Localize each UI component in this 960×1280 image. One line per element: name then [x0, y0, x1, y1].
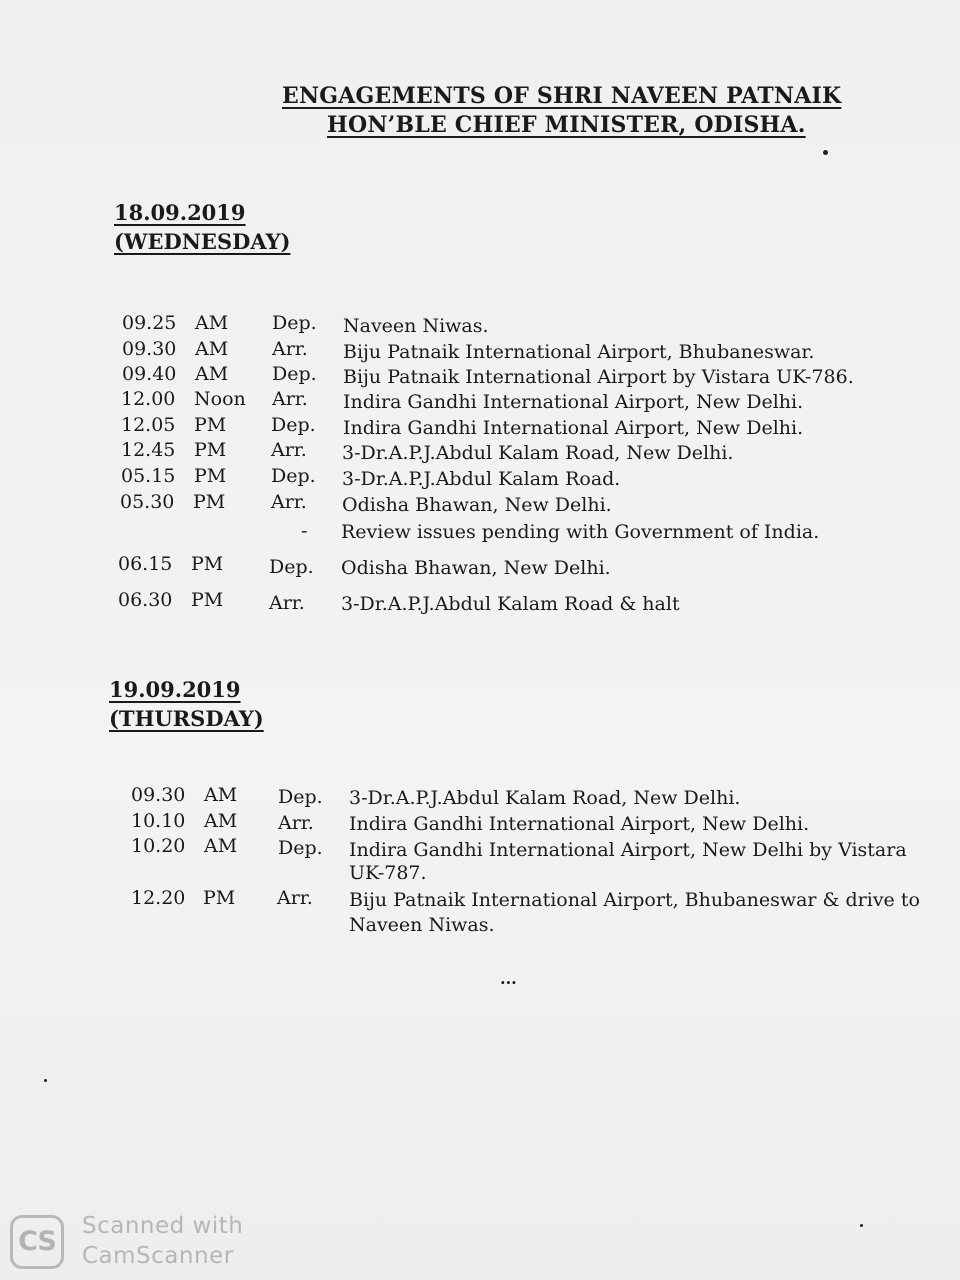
entry-time: 09.30	[122, 338, 177, 360]
entry-period: AM	[204, 835, 238, 857]
day-heading	[109, 675, 264, 733]
entry-place: Odisha Bhawan, New Delhi.	[342, 494, 612, 516]
entry-period: PM	[191, 553, 224, 575]
entry-dash: -	[301, 520, 308, 542]
entry-type: Dep.	[272, 363, 317, 385]
watermark-line1: Scanned with	[82, 1213, 244, 1239]
entry-time: 09.40	[122, 363, 177, 385]
entry-time: 12.45	[121, 439, 176, 461]
entry-period: PM	[194, 439, 227, 461]
entry-time: 06.15	[118, 553, 173, 575]
entry-type: Dep.	[278, 837, 323, 859]
entry-place: 3-Dr.A.P.J.Abdul Kalam Road, New Delhi.	[349, 787, 741, 809]
entry-period: AM	[195, 363, 229, 385]
entry-period: AM	[195, 312, 229, 334]
entry-time: 05.30	[120, 491, 175, 513]
entry-time: 05.15	[121, 465, 176, 487]
entry-type: Arr.	[277, 887, 313, 909]
camscanner-watermark	[10, 1213, 250, 1273]
entry-time: 12.05	[121, 414, 176, 436]
entry-place-continued: Naveen Niwas.	[349, 914, 495, 936]
stray-dot	[823, 150, 828, 155]
watermark-line2: CamScanner	[82, 1243, 234, 1269]
entry-period: AM	[195, 338, 229, 360]
entry-type: Arr.	[269, 592, 305, 614]
entry-time: 06.30	[118, 589, 173, 611]
stray-dot	[860, 1224, 863, 1227]
entry-place-continued: UK-787.	[349, 862, 427, 884]
camscanner-logo-icon: CS	[10, 1215, 64, 1269]
entry-time: 12.00	[121, 388, 176, 410]
day-date: 19.09.2019	[109, 677, 241, 702]
entry-period: PM	[203, 887, 236, 909]
day-date: 18.09.2019	[114, 200, 246, 225]
entry-place: Naveen Niwas.	[343, 315, 489, 337]
entry-time: 09.30	[131, 784, 186, 806]
day-heading	[114, 198, 291, 256]
entry-period: PM	[194, 465, 227, 487]
document-subtitle: HON’BLE CHIEF MINISTER, ODISHA.	[327, 112, 806, 138]
entry-place: Biju Patnaik International Airport, Bhubaneswar & drive to	[349, 889, 920, 911]
entry-type: Arr.	[272, 338, 308, 360]
entry-time: 12.20	[131, 887, 186, 909]
entry-note: Review issues pending with Government of India.	[341, 521, 820, 543]
entry-period: PM	[194, 414, 227, 436]
entry-place: Indira Gandhi International Airport, New Delhi by Vistara	[349, 839, 907, 861]
entry-place: Indira Gandhi International Airport, New Delhi.	[349, 813, 810, 835]
entry-place: Odisha Bhawan, New Delhi.	[341, 557, 611, 579]
entry-period: PM	[191, 589, 224, 611]
entry-time: 10.20	[131, 835, 186, 857]
end-mark: ...	[500, 969, 517, 988]
entry-time: 10.10	[131, 810, 186, 832]
entry-place: Biju Patnaik International Airport, Bhubaneswar.	[343, 341, 815, 363]
entry-place: 3-Dr.A.P.J.Abdul Kalam Road, New Delhi.	[342, 442, 734, 464]
entry-type: Dep.	[278, 786, 323, 808]
entry-type: Arr.	[271, 439, 307, 461]
entry-type: Arr.	[271, 491, 307, 513]
entry-place: 3-Dr.A.P.J.Abdul Kalam Road.	[342, 468, 621, 490]
entry-time: 09.25	[122, 312, 177, 334]
day-weekday: (THURSDAY)	[109, 706, 264, 731]
entry-period: AM	[204, 810, 238, 832]
entry-type: Arr.	[272, 388, 308, 410]
entry-type: Dep.	[271, 414, 316, 436]
entry-type: Dep.	[271, 465, 316, 487]
document-title: ENGAGEMENTS OF SHRI NAVEEN PATNAIK	[282, 83, 842, 109]
entry-period: PM	[193, 491, 226, 513]
entry-period: AM	[204, 784, 238, 806]
entry-place: Indira Gandhi International Airport, New Delhi.	[343, 417, 804, 439]
entry-type: Dep.	[269, 556, 314, 578]
stray-dot	[44, 1079, 47, 1082]
entry-period: Noon	[194, 388, 246, 410]
entry-place: Indira Gandhi International Airport, New Delhi.	[343, 391, 804, 413]
entry-place: Biju Patnaik International Airport by Vistara UK-786.	[343, 366, 854, 388]
day-weekday: (WEDNESDAY)	[114, 229, 291, 254]
entry-type: Dep.	[272, 312, 317, 334]
entry-place: 3-Dr.A.P.J.Abdul Kalam Road & halt	[341, 593, 680, 615]
entry-type: Arr.	[278, 812, 314, 834]
